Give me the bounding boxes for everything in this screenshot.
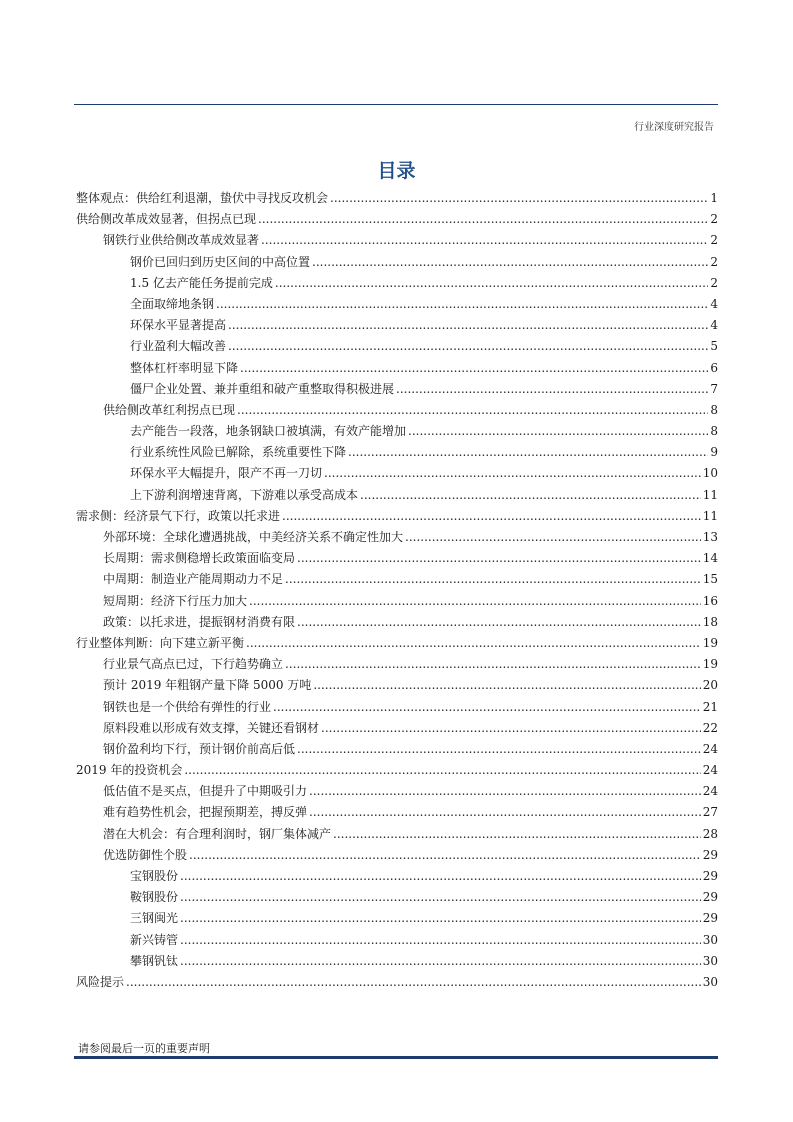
table-of-contents — [76, 188, 718, 993]
toc-entry-page-number: 24 — [702, 763, 718, 778]
toc-entry-title[interactable]: 宝钢股份 — [130, 869, 179, 883]
dot-leader — [261, 230, 708, 251]
toc-entry-page-number: 21 — [702, 699, 718, 714]
toc-entry[interactable] — [76, 908, 718, 929]
toc-entry[interactable] — [76, 273, 718, 294]
toc-entry-title[interactable]: 预计 2019 年粗钢产量下降 5000 万吨 — [103, 678, 312, 693]
dot-leader — [273, 697, 701, 718]
toc-entry-title[interactable]: 长周期：需求侧稳增长政策面临变局 — [103, 551, 296, 566]
toc-entry-page-number: 27 — [702, 805, 718, 820]
toc-entry-page-number: 6 — [710, 360, 718, 375]
toc-entry-page-number: 2 — [710, 212, 718, 227]
toc-entry-page-number: 5 — [710, 339, 718, 354]
toc-entry[interactable] — [76, 951, 718, 972]
dot-leader — [216, 294, 708, 315]
dot-leader — [330, 188, 708, 209]
dot-leader — [309, 802, 701, 823]
toc-entry-title[interactable]: 难有趋势性机会，把握预期差，搏反弹 — [103, 805, 308, 820]
toc-entry[interactable] — [76, 463, 718, 484]
toc-entry-title[interactable]: 优选防御性个股 — [103, 847, 188, 862]
dot-leader — [275, 273, 708, 294]
toc-entry-title[interactable]: 行业景气高点已过，下行趋势确立 — [103, 657, 284, 672]
toc-entry[interactable] — [76, 760, 718, 781]
toc-entry-title[interactable]: 整体观点：供给红利退潮，蛰伏中寻找反攻机会 — [76, 191, 329, 205]
toc-entry-page-number: 19 — [702, 635, 718, 650]
dot-leader — [313, 675, 700, 696]
dot-leader — [333, 824, 701, 845]
toc-entry-page-number: 1 — [710, 191, 718, 205]
toc-entry-title[interactable]: 短周期：经济下行压力加大 — [103, 593, 248, 608]
toc-entry[interactable] — [76, 739, 718, 760]
toc-entry-title[interactable]: 整体杠杆率明显下降 — [130, 360, 239, 375]
dot-leader — [324, 463, 701, 484]
toc-entry[interactable] — [76, 209, 718, 230]
dot-leader — [240, 358, 708, 379]
toc-entry-title[interactable]: 中周期：制造业产能周期动力不足 — [103, 572, 284, 587]
toc-entry[interactable] — [76, 866, 718, 887]
toc-entry-title[interactable]: 鞍钢股份 — [130, 890, 179, 905]
toc-entry-page-number: 29 — [702, 869, 718, 883]
dot-leader — [180, 887, 701, 908]
toc-entry[interactable] — [76, 697, 718, 718]
toc-entry-title[interactable]: 潜在大机会：有合理利润时，钢厂集体减产 — [103, 826, 332, 841]
toc-entry-title[interactable]: 低估值不是买点，但提升了中期吸引力 — [103, 784, 308, 799]
toc-entry-page-number: 30 — [702, 953, 718, 968]
toc-entry-title[interactable]: 全面取缔地条钢 — [130, 296, 215, 311]
toc-entry-page-number: 30 — [702, 932, 718, 947]
toc-entry-page-number: 15 — [702, 572, 718, 587]
dot-leader — [249, 591, 701, 612]
dot-leader — [405, 527, 701, 548]
toc-entry-page-number: 8 — [710, 402, 718, 417]
dot-leader — [348, 442, 708, 463]
dot-leader — [297, 548, 701, 569]
dot-leader — [321, 718, 701, 739]
toc-entry[interactable] — [76, 569, 718, 590]
dot-leader — [180, 930, 701, 951]
toc-entry[interactable] — [76, 930, 718, 951]
toc-entry[interactable] — [76, 379, 718, 400]
toc-entry[interactable] — [76, 421, 718, 442]
header-rule — [74, 104, 718, 105]
toc-entry-page-number: 7 — [710, 381, 718, 396]
toc-entry-page-number: 13 — [702, 530, 718, 544]
dot-leader — [180, 866, 701, 887]
toc-entry-title[interactable]: 钢铁也是一个供给有弹性的行业 — [103, 699, 272, 714]
toc-entry-title[interactable]: 供给侧改革红利拐点已现 — [103, 402, 236, 417]
toc-entry[interactable] — [76, 845, 718, 866]
toc-entry-page-number: 24 — [702, 784, 718, 799]
dot-leader — [297, 612, 701, 633]
toc-entry-page-number: 29 — [702, 911, 718, 926]
toc-entry-page-number: 18 — [702, 614, 718, 629]
toc-entry-page-number: 19 — [702, 657, 718, 672]
dot-leader — [282, 506, 701, 527]
toc-entry[interactable] — [76, 887, 718, 908]
toc-entry[interactable] — [76, 612, 718, 633]
dot-leader — [312, 252, 708, 273]
toc-entry-page-number: 29 — [702, 847, 718, 862]
toc-entry-title[interactable]: 行业整体判断：向下建立新平衡 — [76, 635, 245, 650]
toc-entry-page-number: 24 — [702, 741, 718, 756]
toc-entry-title[interactable]: 行业盈利大幅改善 — [130, 339, 227, 354]
toc-entry[interactable] — [76, 315, 718, 336]
toc-entry[interactable] — [76, 188, 718, 209]
toc-entry-page-number: 14 — [702, 551, 718, 566]
dot-leader — [285, 569, 701, 590]
dot-leader — [408, 421, 708, 442]
toc-entry-page-number: 8 — [710, 424, 718, 439]
toc-entry-page-number: 2 — [710, 254, 718, 269]
toc-entry-page-number: 22 — [702, 720, 718, 735]
dot-leader — [285, 654, 701, 675]
toc-entry-title[interactable]: 僵尸企业处置、兼并重组和破产重整取得积极进展 — [130, 381, 395, 396]
dot-leader — [189, 845, 701, 866]
toc-entry[interactable] — [76, 591, 718, 612]
toc-entry-title[interactable]: 钢价盈利均下行，预计钢价前高后低 — [103, 741, 296, 756]
toc-entry-title[interactable]: 新兴铸管 — [130, 932, 179, 947]
toc-entry[interactable] — [76, 485, 718, 506]
toc-title: 目录 — [377, 160, 416, 182]
toc-entry-page-number: 28 — [702, 826, 718, 841]
toc-entry-page-number: 4 — [710, 296, 718, 311]
toc-entry[interactable] — [76, 654, 718, 675]
toc-entry-title[interactable]: 2019 年的投资机会 — [76, 763, 183, 778]
footer-rule — [74, 1056, 718, 1059]
dot-leader — [360, 485, 701, 506]
toc-entry-page-number: 29 — [702, 890, 718, 905]
toc-entry[interactable] — [76, 675, 718, 696]
toc-entry[interactable] — [76, 400, 718, 421]
toc-entry-title[interactable]: 环保水平显著提高 — [130, 318, 227, 333]
toc-entry-page-number: 2 — [710, 275, 718, 290]
toc-entry-page-number: 2 — [710, 233, 718, 248]
toc-entry-page-number: 20 — [702, 678, 718, 693]
toc-entry[interactable] — [76, 506, 718, 527]
toc-entry[interactable] — [76, 802, 718, 823]
toc-entry[interactable] — [76, 336, 718, 357]
toc-entry-title[interactable]: 攀钢钒钛 — [130, 953, 179, 968]
toc-entry[interactable] — [76, 718, 718, 739]
toc-entry[interactable] — [76, 294, 718, 315]
toc-entry[interactable] — [76, 824, 718, 845]
dot-leader — [237, 400, 708, 421]
toc-entry-page-number: 11 — [702, 487, 718, 502]
toc-entry[interactable] — [76, 527, 718, 548]
toc-entry[interactable] — [76, 781, 718, 802]
dot-leader — [297, 739, 701, 760]
dot-leader — [126, 972, 701, 993]
dot-leader — [228, 315, 708, 336]
toc-entry-title[interactable]: 外部环境：全球化遭遇挑战，中美经济关系不确定性加大 — [103, 530, 404, 544]
document-type-label: 行业深度研究报告 — [634, 122, 714, 133]
toc-entry-title[interactable]: 三钢闽光 — [130, 911, 179, 926]
toc-entry-title[interactable]: 供给侧改革成效显著，但拐点已现 — [76, 212, 257, 227]
toc-entry[interactable] — [76, 230, 718, 251]
dot-leader — [246, 633, 701, 654]
toc-entry-page-number: 10 — [702, 466, 718, 481]
toc-entry[interactable] — [76, 442, 718, 463]
toc-entry-title[interactable]: 钢价已回归到历史区间的中高位置 — [130, 254, 311, 269]
toc-entry-page-number: 4 — [710, 318, 718, 333]
toc-entry-title[interactable]: 去产能告一段落，地条钢缺口被填满，有效产能增加 — [130, 424, 407, 439]
toc-entry[interactable] — [76, 252, 718, 273]
footer-disclaimer: 请参阅最后一页的重要声明 — [78, 1042, 210, 1055]
toc-entry-title[interactable]: 原料段难以形成有效支撑，关键还看钢材 — [103, 720, 320, 735]
dot-leader — [180, 908, 701, 929]
toc-entry[interactable] — [76, 358, 718, 379]
toc-entry-title[interactable]: 行业系统性风险已解除，系统重要性下降 — [130, 445, 347, 460]
toc-entry-title[interactable]: 政策：以托求进，提振钢材消费有限 — [103, 614, 296, 629]
toc-entry-title[interactable]: 1.5 亿去产能任务提前完成 — [130, 275, 273, 290]
toc-entry-title[interactable]: 环保水平大幅提升，限产不再一刀切 — [130, 466, 323, 481]
dot-leader — [180, 951, 701, 972]
toc-entry-page-number: 16 — [702, 593, 718, 608]
toc-entry[interactable] — [76, 972, 718, 993]
dot-leader — [228, 336, 708, 357]
toc-entry-title[interactable]: 风险提示 — [76, 974, 125, 989]
dot-leader — [184, 760, 700, 781]
toc-entry[interactable] — [76, 548, 718, 569]
toc-entry-page-number: 9 — [710, 445, 718, 460]
toc-entry-page-number: 11 — [702, 508, 718, 523]
toc-entry-title[interactable]: 钢铁行业供给侧改革成效显著 — [103, 233, 260, 248]
dot-leader — [258, 209, 708, 230]
toc-entry-title[interactable]: 上下游利润增速背离，下游难以承受高成本 — [130, 487, 359, 502]
dot-leader — [396, 379, 708, 400]
toc-entry-title[interactable]: 需求侧：经济景气下行，政策以托求进 — [76, 508, 281, 523]
dot-leader — [309, 781, 701, 802]
toc-entry-page-number: 30 — [702, 974, 718, 989]
toc-entry[interactable] — [76, 633, 718, 654]
